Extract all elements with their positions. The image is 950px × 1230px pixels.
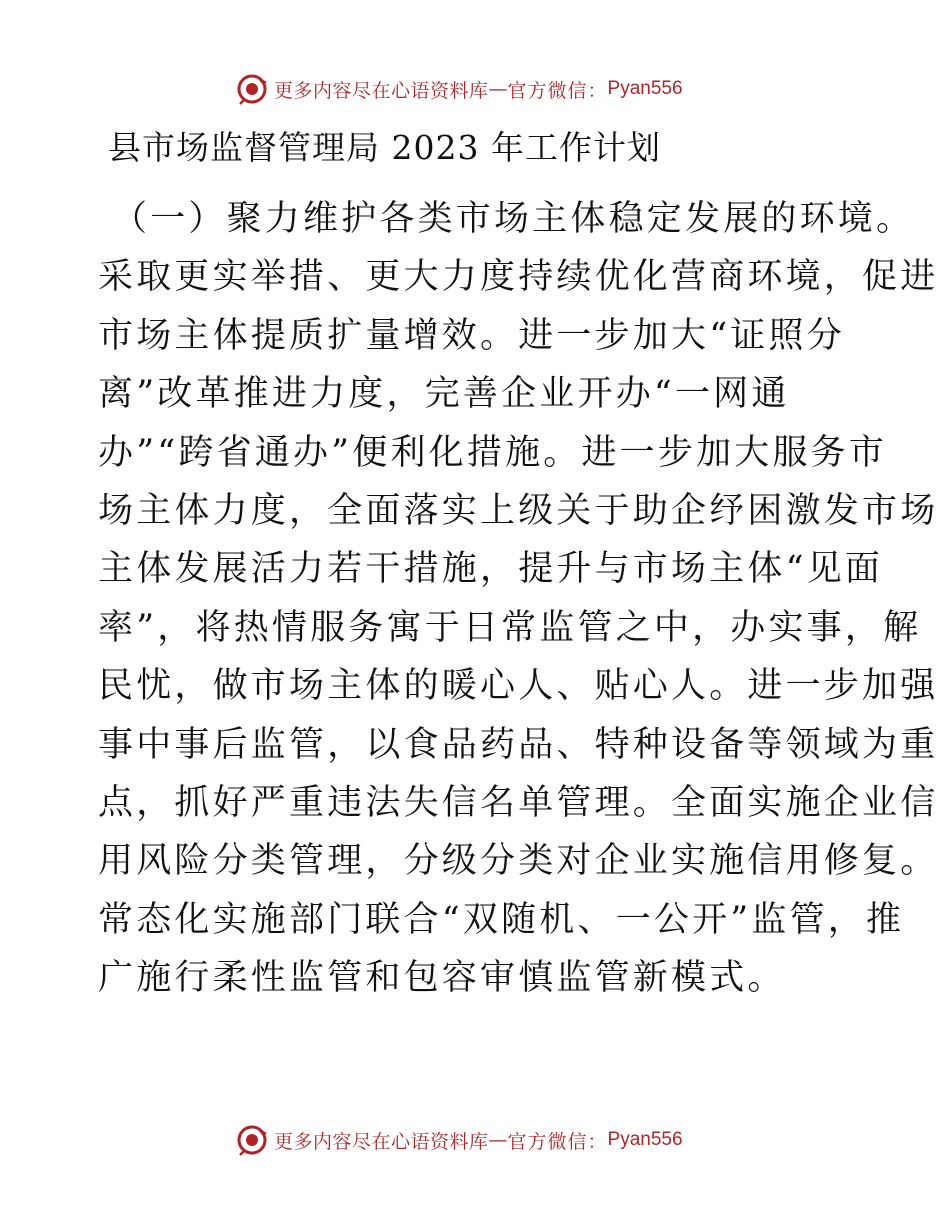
body-line: 主体发展活力若干措施，提升与市场主体“见面 — [98, 549, 884, 590]
body-line: 离”改革推进力度，完善企业开办“一网通 — [98, 374, 790, 415]
watermark-dash: — — [488, 1129, 508, 1151]
body-line: 采取更实举措、更大力度持续优化营商环境，促进 — [98, 257, 939, 298]
watermark-dash: — — [488, 78, 508, 100]
body-line: 民忧，做市场主体的暖心人、贴心人。进一步加强 — [98, 666, 939, 707]
document-body — [98, 190, 939, 1007]
body-line: 场主体力度，全面落实上级关于助企纾困激发市场 — [98, 490, 939, 531]
watermark-text: 更多内容尽在心语资料库 — [274, 1130, 489, 1153]
watermark-text: 更多内容尽在心语资料库 — [274, 79, 489, 102]
body-line: 广施行柔性监管和包容审慎监管新模式。 — [98, 958, 786, 999]
body-line: 率”，将热情服务寓于日常监管之中，办实事，解 — [98, 607, 922, 648]
watermark-wechat-id: Pyan556 — [607, 1129, 683, 1150]
watermark-wechat-id: Pyan556 — [607, 78, 683, 99]
watermark-wechat-label: 官方微信： — [507, 79, 608, 102]
stamp-logo-icon — [236, 72, 270, 106]
footer-watermark — [236, 1123, 683, 1157]
document-title: 县市场监督管理局 2023 年工作计划 — [108, 128, 661, 167]
body-line: 点，抓好严重违法失信名单管理。全面实施企业信 — [98, 782, 939, 823]
body-line: 常态化实施部门联合“双随机、一公开”监管，推 — [98, 899, 905, 940]
body-line: 办”“跨省通办”便利化措施。进一步加大服务市 — [98, 432, 888, 473]
header-watermark — [236, 72, 683, 106]
body-line: 用风险分类管理，分级分类对企业实施信用修复。 — [98, 841, 939, 882]
body-line: 市场主体提质扩量增效。进一步加大“证照分 — [98, 315, 845, 356]
stamp-logo-icon — [236, 1123, 270, 1157]
watermark-wechat-label: 官方微信： — [507, 1130, 608, 1153]
body-line: 事中事后监管，以食品药品、特种设备等领域为重 — [98, 724, 939, 765]
body-line: （一）聚力维护各类市场主体稳定发展的环境。 — [112, 199, 915, 239]
